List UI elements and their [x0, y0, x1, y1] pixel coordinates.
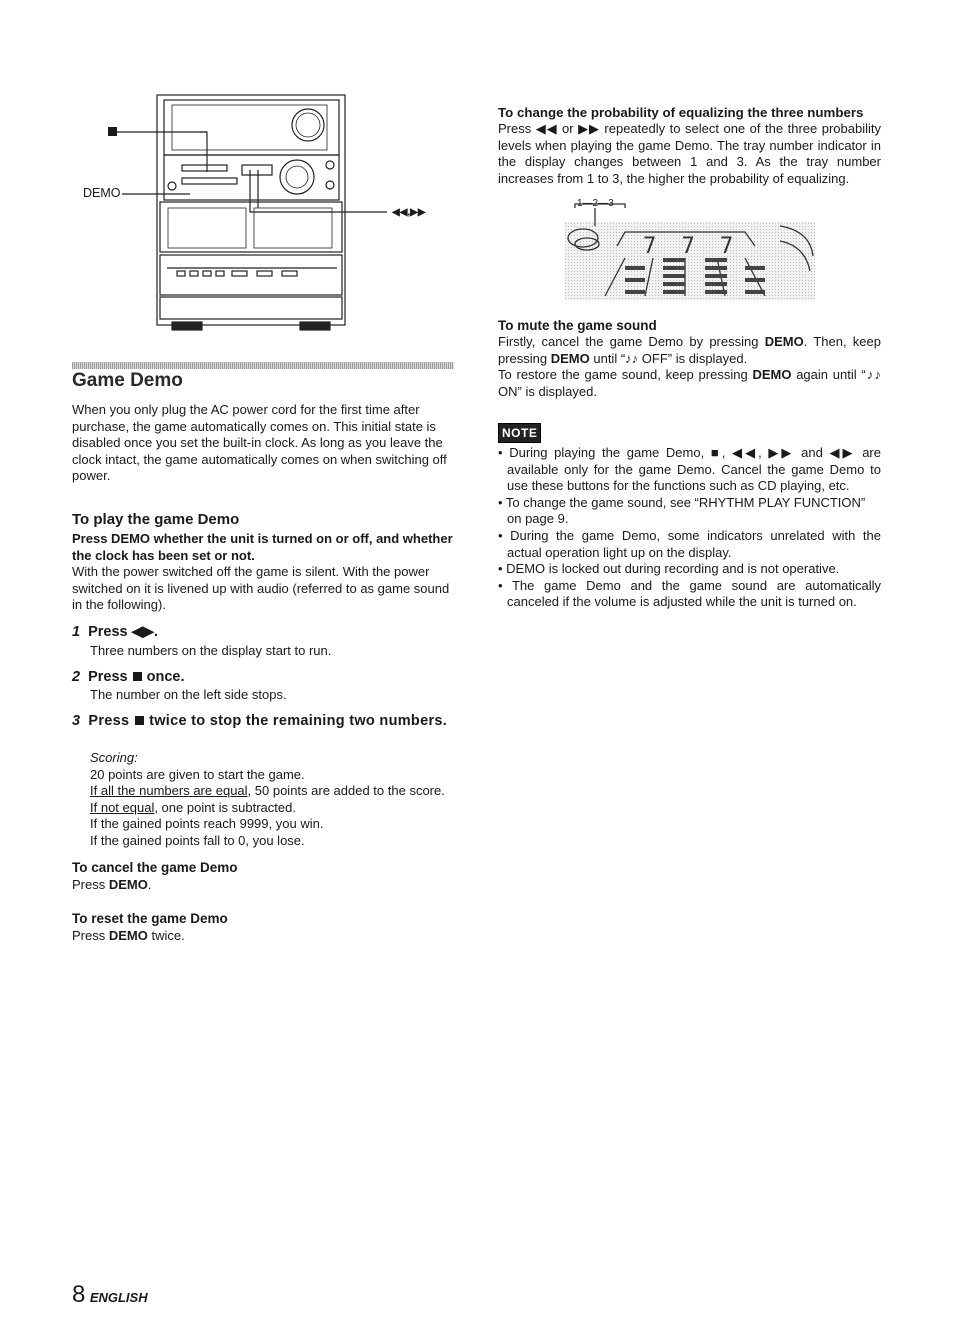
mute-restore-a: To restore the game sound, keep pressing — [498, 367, 753, 382]
skip-callout-label: ◀◀,▶▶ — [392, 207, 426, 218]
scoring-line-5: If the gained points fall to 0, you lose. — [90, 832, 305, 848]
stop-square-icon — [133, 672, 142, 681]
step-2-description: The number on the left side stops. — [90, 687, 287, 702]
cancel-text-a: Press — [72, 877, 109, 892]
reset-text-a: Press — [72, 928, 109, 943]
stereo-unit-diagram — [72, 90, 462, 335]
scoring-line-3 — [90, 800, 454, 817]
mute-restore-text — [498, 367, 881, 400]
note-badge-label: NOTE — [498, 423, 541, 443]
note-item: • During the game Demo, some indicators unrelated with the actual operation light up on the display. — [498, 527, 881, 560]
probability-heading: To change the probability of equalizing the three numbers — [498, 105, 864, 120]
intro-paragraph: When you only plug the AC power cord for the first time after purchase, the game automatically comes on. This initial state is disabled once you set the built-in clock. As long as you leave the clock intact, the game automatically comes on when switching off power. — [72, 402, 447, 484]
scoring-label: Scoring: — [90, 750, 138, 765]
reset-text-c: twice. — [147, 928, 185, 943]
step-2-title — [72, 668, 454, 687]
step-1-number: 1 — [72, 624, 81, 640]
mute-text-demo-1: DEMO — [764, 334, 804, 349]
note-list — [498, 445, 881, 611]
cancel-text-c: . — [147, 877, 152, 892]
play-heading: To play the game Demo — [72, 511, 240, 528]
mute-text-demo-2: DEMO — [550, 350, 590, 366]
scoring-block — [90, 750, 454, 850]
display-digits: 7 7 7 — [643, 234, 740, 259]
probability-text: Press ◀◀ or ▶▶ repeatedly to select one of the three probability levels when playing the game Demo. The tray number indicator in the display changes between 1 and 3. As the tray number increases from 1 to 3, the higher the probability of equalizing. — [498, 121, 881, 186]
step-3-title — [72, 712, 454, 731]
cancel-text — [72, 877, 454, 894]
step-3-number: 3 — [72, 713, 81, 729]
display-illustration — [565, 196, 817, 300]
scoring-line-3-underlined: If not equal — [90, 799, 155, 815]
step-1-description: Three numbers on the display start to run. — [90, 643, 332, 658]
step-1-title — [72, 623, 454, 642]
mute-text-c: . Then, keep pressing — [498, 334, 881, 366]
cancel-heading: To cancel the game Demo — [72, 860, 238, 875]
mute-text-e: until “♪♪ OFF” is displayed. — [589, 350, 748, 366]
section-title: Game Demo — [72, 370, 183, 391]
reset-text-demo: DEMO — [108, 928, 148, 943]
demo-callout-label: DEMO — [83, 186, 121, 200]
step-2-text-b: once. — [146, 669, 185, 685]
play-text: With the power switched off the game is silent. With the power switched on it is livened up with audio (referred to as game sound in the following). — [72, 564, 450, 613]
reset-heading: To reset the game Demo — [72, 911, 228, 926]
step-3-text-a: Press — [88, 713, 130, 729]
scoring-line-2 — [90, 783, 454, 800]
note-item: • DEMO is locked out during recording and is not operative. — [498, 561, 840, 577]
note-item: • The game Demo and the game sound are automatically canceled if the volume is adjusted while the unit is turned on. — [498, 577, 881, 610]
step-2-text-a: Press — [88, 669, 128, 685]
stop-square-icon — [135, 716, 144, 725]
mute-text — [498, 334, 881, 367]
step-2-number: 2 — [72, 669, 81, 685]
step-3-text-b: twice to stop the remaining two numbers. — [149, 713, 448, 729]
mute-restore-demo: DEMO — [752, 367, 792, 382]
note-badge — [498, 423, 541, 443]
scoring-line-1: 20 points are given to start the game. — [90, 766, 305, 782]
note-item: • During playing the game Demo, ■, ◀◀, ▶▶ and ◀▶ are available only for the game Demo. Cancel the game Demo to use these buttons for the functions such as CD playing, etc. — [498, 445, 881, 494]
cancel-text-demo: DEMO — [108, 877, 148, 892]
note-item: • To change the game sound, see “RHYTHM PLAY FUNCTION” on page 9. — [498, 494, 866, 527]
scoring-line-2-rest: , 50 points are added to the score. — [247, 783, 445, 799]
tray-indicator-label: 1—2—3 — [577, 198, 614, 209]
page-number: 8 — [72, 1281, 86, 1308]
scoring-line-3-rest: , one point is subtracted. — [154, 799, 296, 815]
reset-text — [72, 928, 454, 945]
mute-restore-c: again until “♪♪ ON” is displayed. — [498, 367, 881, 399]
page-language: ENGLISH — [89, 1290, 148, 1305]
play-bold-instruction: Press DEMO whether the unit is turned on or off, and whether the clock has been set or not. — [72, 531, 453, 563]
scoring-line-2-underlined: If all the numbers are equal — [90, 783, 248, 799]
step-1-text: Press ◀▶. — [88, 624, 158, 640]
mute-text-a: Firstly, cancel the game Demo by pressing — [498, 334, 765, 349]
mute-heading: To mute the game sound — [498, 318, 657, 333]
section-rule — [72, 362, 454, 369]
scoring-line-4: If the gained points reach 9999, you win. — [90, 816, 324, 832]
page-footer — [72, 1281, 148, 1309]
